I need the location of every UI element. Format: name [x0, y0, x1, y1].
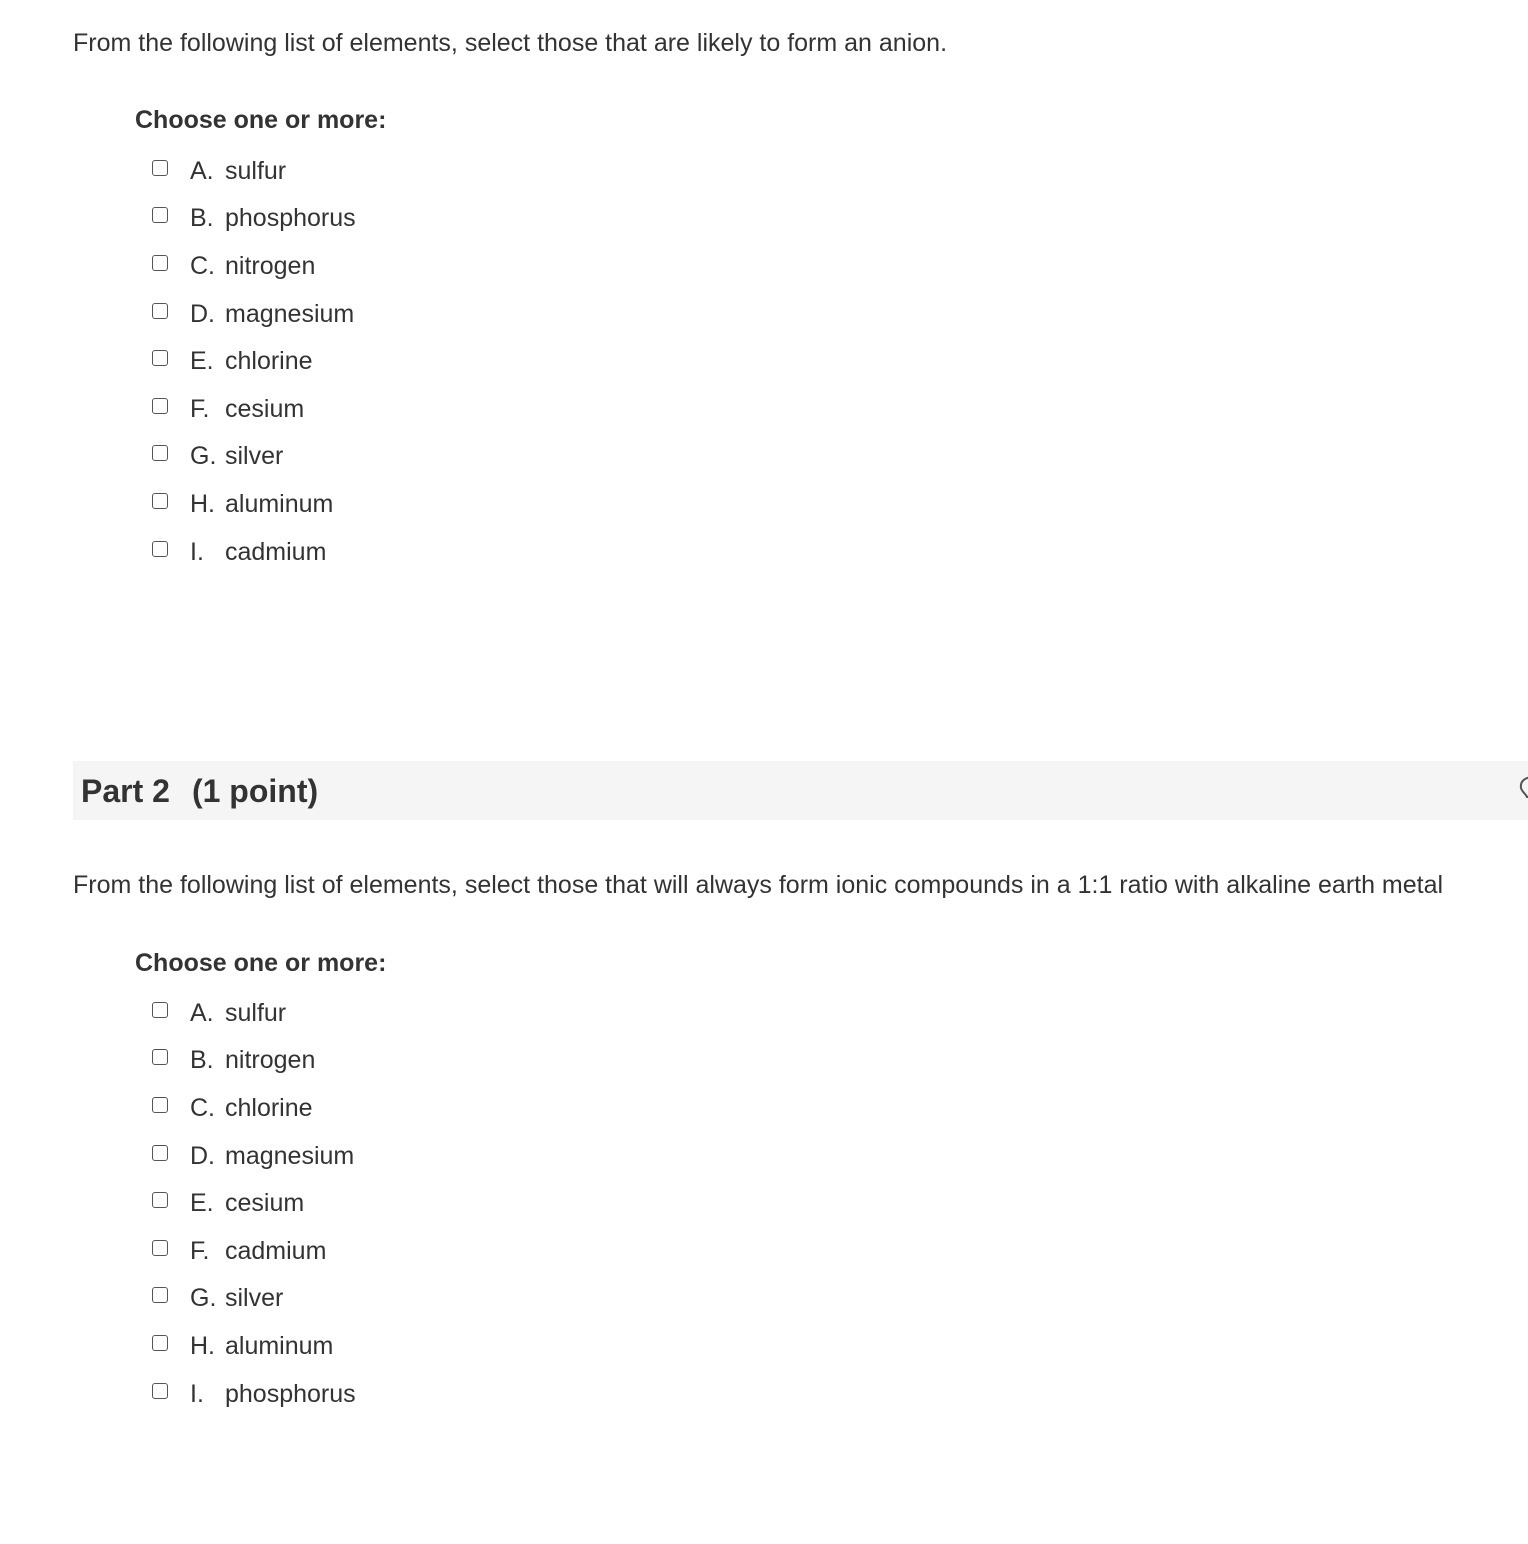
option-label[interactable]: sulfur: [225, 156, 287, 185]
option-letter: C.: [190, 1093, 215, 1122]
option-letter: G.: [190, 1284, 217, 1313]
checkbox[interactable]: [152, 1240, 168, 1256]
part2-option-a[interactable]: [152, 989, 287, 1037]
option-letter: F.: [190, 1236, 210, 1265]
checkbox[interactable]: [152, 1192, 168, 1208]
checkbox[interactable]: [152, 255, 168, 271]
part2-title: [81, 773, 318, 809]
option-label[interactable]: cesium: [225, 1189, 305, 1218]
checkbox[interactable]: [152, 1097, 168, 1113]
option-label[interactable]: phosphorus: [225, 1379, 356, 1408]
option-label[interactable]: aluminum: [225, 1331, 334, 1360]
part2-question: From the following list of elements, select those that will always form ionic compounds in a 1:1 ratio with alkaline earth metal: [73, 871, 1444, 899]
option-label[interactable]: magnesium: [225, 1141, 355, 1170]
option-label[interactable]: cadmium: [225, 1236, 327, 1265]
checkbox[interactable]: [152, 1335, 168, 1351]
option-label[interactable]: cesium: [225, 394, 305, 423]
option-letter: I.: [190, 537, 204, 566]
option-label[interactable]: silver: [225, 1284, 284, 1313]
part1-option-c[interactable]: [152, 242, 316, 290]
part1-question: From the following list of elements, select those that are likely to form an anion.: [73, 29, 948, 57]
option-letter: A.: [190, 156, 214, 185]
option-label[interactable]: chlorine: [225, 347, 313, 376]
part1-option-h[interactable]: [152, 480, 334, 528]
checkbox[interactable]: [152, 1145, 168, 1161]
part2-option-c[interactable]: [152, 1084, 313, 1132]
checkbox[interactable]: [152, 1049, 168, 1065]
option-label[interactable]: cadmium: [225, 537, 327, 566]
checkbox[interactable]: [152, 398, 168, 414]
checkbox[interactable]: [152, 1002, 168, 1018]
part2-option-h[interactable]: [152, 1322, 334, 1370]
part1-option-i[interactable]: [152, 528, 327, 576]
checkbox[interactable]: [152, 207, 168, 223]
part2-option-e[interactable]: [152, 1179, 305, 1227]
option-letter: C.: [190, 251, 215, 280]
option-letter: E.: [190, 347, 214, 376]
part2-option-f[interactable]: [152, 1227, 327, 1275]
option-letter: D.: [190, 299, 215, 328]
checkbox[interactable]: [152, 445, 168, 461]
option-letter: G.: [190, 442, 217, 471]
part2-option-g[interactable]: [152, 1275, 284, 1323]
option-label[interactable]: nitrogen: [225, 251, 316, 280]
option-label[interactable]: nitrogen: [225, 1046, 316, 1075]
option-label[interactable]: magnesium: [225, 299, 355, 328]
part1-option-f[interactable]: [152, 385, 305, 433]
checkbox[interactable]: [152, 493, 168, 509]
option-letter: H.: [190, 1331, 215, 1360]
part-points: (1 point): [191, 773, 319, 809]
option-label[interactable]: chlorine: [225, 1093, 313, 1122]
option-letter: E.: [190, 1189, 214, 1218]
part1-option-b[interactable]: [152, 195, 356, 243]
part1-option-d[interactable]: [152, 290, 355, 338]
option-label[interactable]: phosphorus: [225, 204, 356, 233]
option-label[interactable]: aluminum: [225, 489, 334, 518]
option-letter: B.: [190, 1046, 214, 1075]
option-letter: F.: [190, 394, 210, 423]
part2-options-list: [152, 989, 356, 1417]
part2-option-b[interactable]: [152, 1037, 316, 1085]
option-label[interactable]: sulfur: [225, 998, 287, 1027]
checkbox[interactable]: [152, 541, 168, 557]
part1-option-e[interactable]: [152, 337, 313, 385]
checkbox[interactable]: [152, 303, 168, 319]
option-label[interactable]: silver: [225, 442, 284, 471]
part2-option-d[interactable]: [152, 1132, 355, 1180]
option-letter: I.: [190, 1379, 204, 1408]
checkbox[interactable]: [152, 1287, 168, 1303]
option-letter: A.: [190, 998, 214, 1027]
option-letter: H.: [190, 489, 215, 518]
part-number: Part 2: [81, 773, 170, 809]
part1-option-a[interactable]: [152, 147, 287, 195]
checkbox[interactable]: [152, 350, 168, 366]
option-letter: D.: [190, 1141, 215, 1170]
part2-choose-label: Choose one or more:: [135, 949, 387, 977]
part2-header: [73, 761, 1528, 820]
checkbox[interactable]: [152, 160, 168, 176]
part1-choose-label: Choose one or more:: [135, 106, 387, 134]
checkbox[interactable]: [152, 1383, 168, 1399]
part1-options-list: [152, 147, 356, 575]
lightbulb-icon[interactable]: [1518, 775, 1528, 805]
option-letter: B.: [190, 204, 214, 233]
part2-option-i[interactable]: [152, 1370, 356, 1418]
part1-option-g[interactable]: [152, 433, 284, 481]
